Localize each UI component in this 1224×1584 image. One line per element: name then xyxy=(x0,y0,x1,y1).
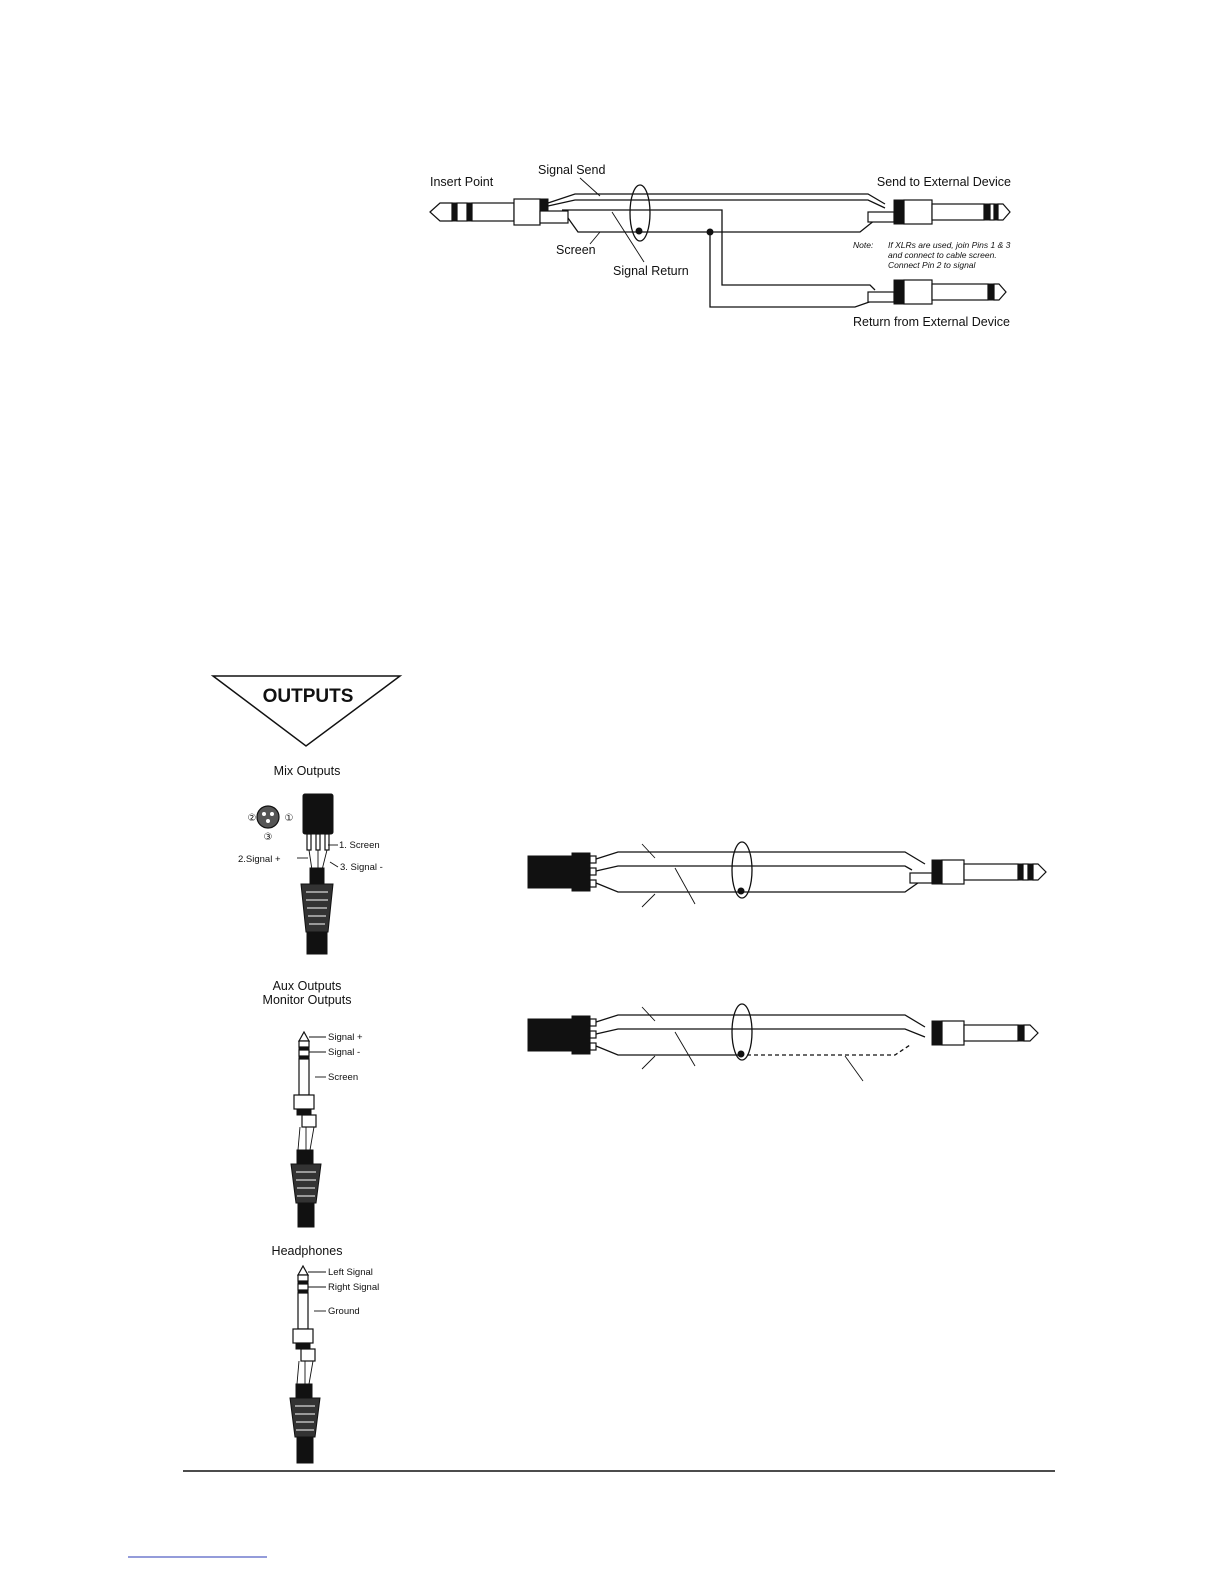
screen-wire-return xyxy=(710,232,875,307)
xlr-pinout xyxy=(248,806,294,843)
insert-cable-diagram xyxy=(430,163,1011,329)
signal-return-label: Signal Return xyxy=(613,264,689,278)
screen-wire-lower xyxy=(568,212,885,232)
xlr-signal-plus-label: 2.Signal + xyxy=(238,854,281,865)
signal-send-leader xyxy=(580,178,600,196)
xlr-plug-body-b xyxy=(528,1019,572,1051)
outputs-header-text: OUTPUTS xyxy=(262,686,354,707)
signal-return-wire xyxy=(562,210,875,290)
headphones-left-label: Left Signal xyxy=(328,1267,373,1278)
headphones-title: Headphones xyxy=(271,1244,343,1258)
return-from-external-label: Return from External Device xyxy=(852,315,1010,329)
aux-trs-plug-drawing xyxy=(291,1032,321,1227)
screen-label: Screen xyxy=(556,243,596,257)
xlr-pin-2-label: ② xyxy=(247,813,257,824)
xlr-pin-1-label: ① xyxy=(284,813,294,824)
insert-point-label: Insert Point xyxy=(430,175,494,189)
optional-screen-link-dashed xyxy=(740,1045,910,1055)
signal-send-wire-inner xyxy=(548,200,885,208)
signal-return-leader xyxy=(612,212,644,262)
screen-junction-dot xyxy=(707,229,713,235)
note-line-1: If XLRs are used, join Pins 1 & 3 xyxy=(888,240,1011,250)
xlr-screen-label: 1. Screen xyxy=(339,840,380,851)
note-label: Note: xyxy=(853,240,874,250)
aux-signal-plus-label: Signal + xyxy=(328,1032,363,1043)
mix-outputs-title: Mix Outputs xyxy=(273,764,341,778)
aux-signal-minus-label: Signal - xyxy=(328,1047,361,1058)
return-jack xyxy=(868,280,1006,304)
headphones-right-label: Right Signal xyxy=(328,1282,380,1293)
note-line-3: Connect Pin 2 to signal xyxy=(888,260,976,270)
xlr-signal-minus-label: 3. Signal - xyxy=(340,862,383,873)
aux-screen-label: Screen xyxy=(328,1072,359,1083)
xlr-pin-3-label: ③ xyxy=(263,832,273,843)
send-jack xyxy=(868,200,1010,224)
xlr-note xyxy=(853,240,1011,270)
outputs-header xyxy=(213,676,400,746)
xlr-connector-drawing xyxy=(301,794,333,954)
send-to-external-label: Send to External Device xyxy=(876,175,1011,189)
insert-point-jack xyxy=(430,199,568,225)
screen-drain-dot xyxy=(636,228,642,234)
signal-send-wire-top xyxy=(548,194,885,204)
note-line-2: and connect to cable screen. xyxy=(888,250,997,260)
headphone-trs-plug-drawing xyxy=(290,1266,320,1463)
aux-outputs-title-line-1: Aux Outputs xyxy=(272,979,342,993)
xlr-to-trs-cable xyxy=(528,842,1046,907)
aux-outputs-title-line-2: Monitor Outputs xyxy=(262,993,352,1007)
xlr-plug-body-a xyxy=(528,856,572,888)
signal-send-label: Signal Send xyxy=(538,163,606,177)
xlr-face-icon xyxy=(257,806,279,828)
headphones-ground-label: Ground xyxy=(328,1306,360,1317)
xlr-to-ts-cable xyxy=(528,1004,1038,1081)
